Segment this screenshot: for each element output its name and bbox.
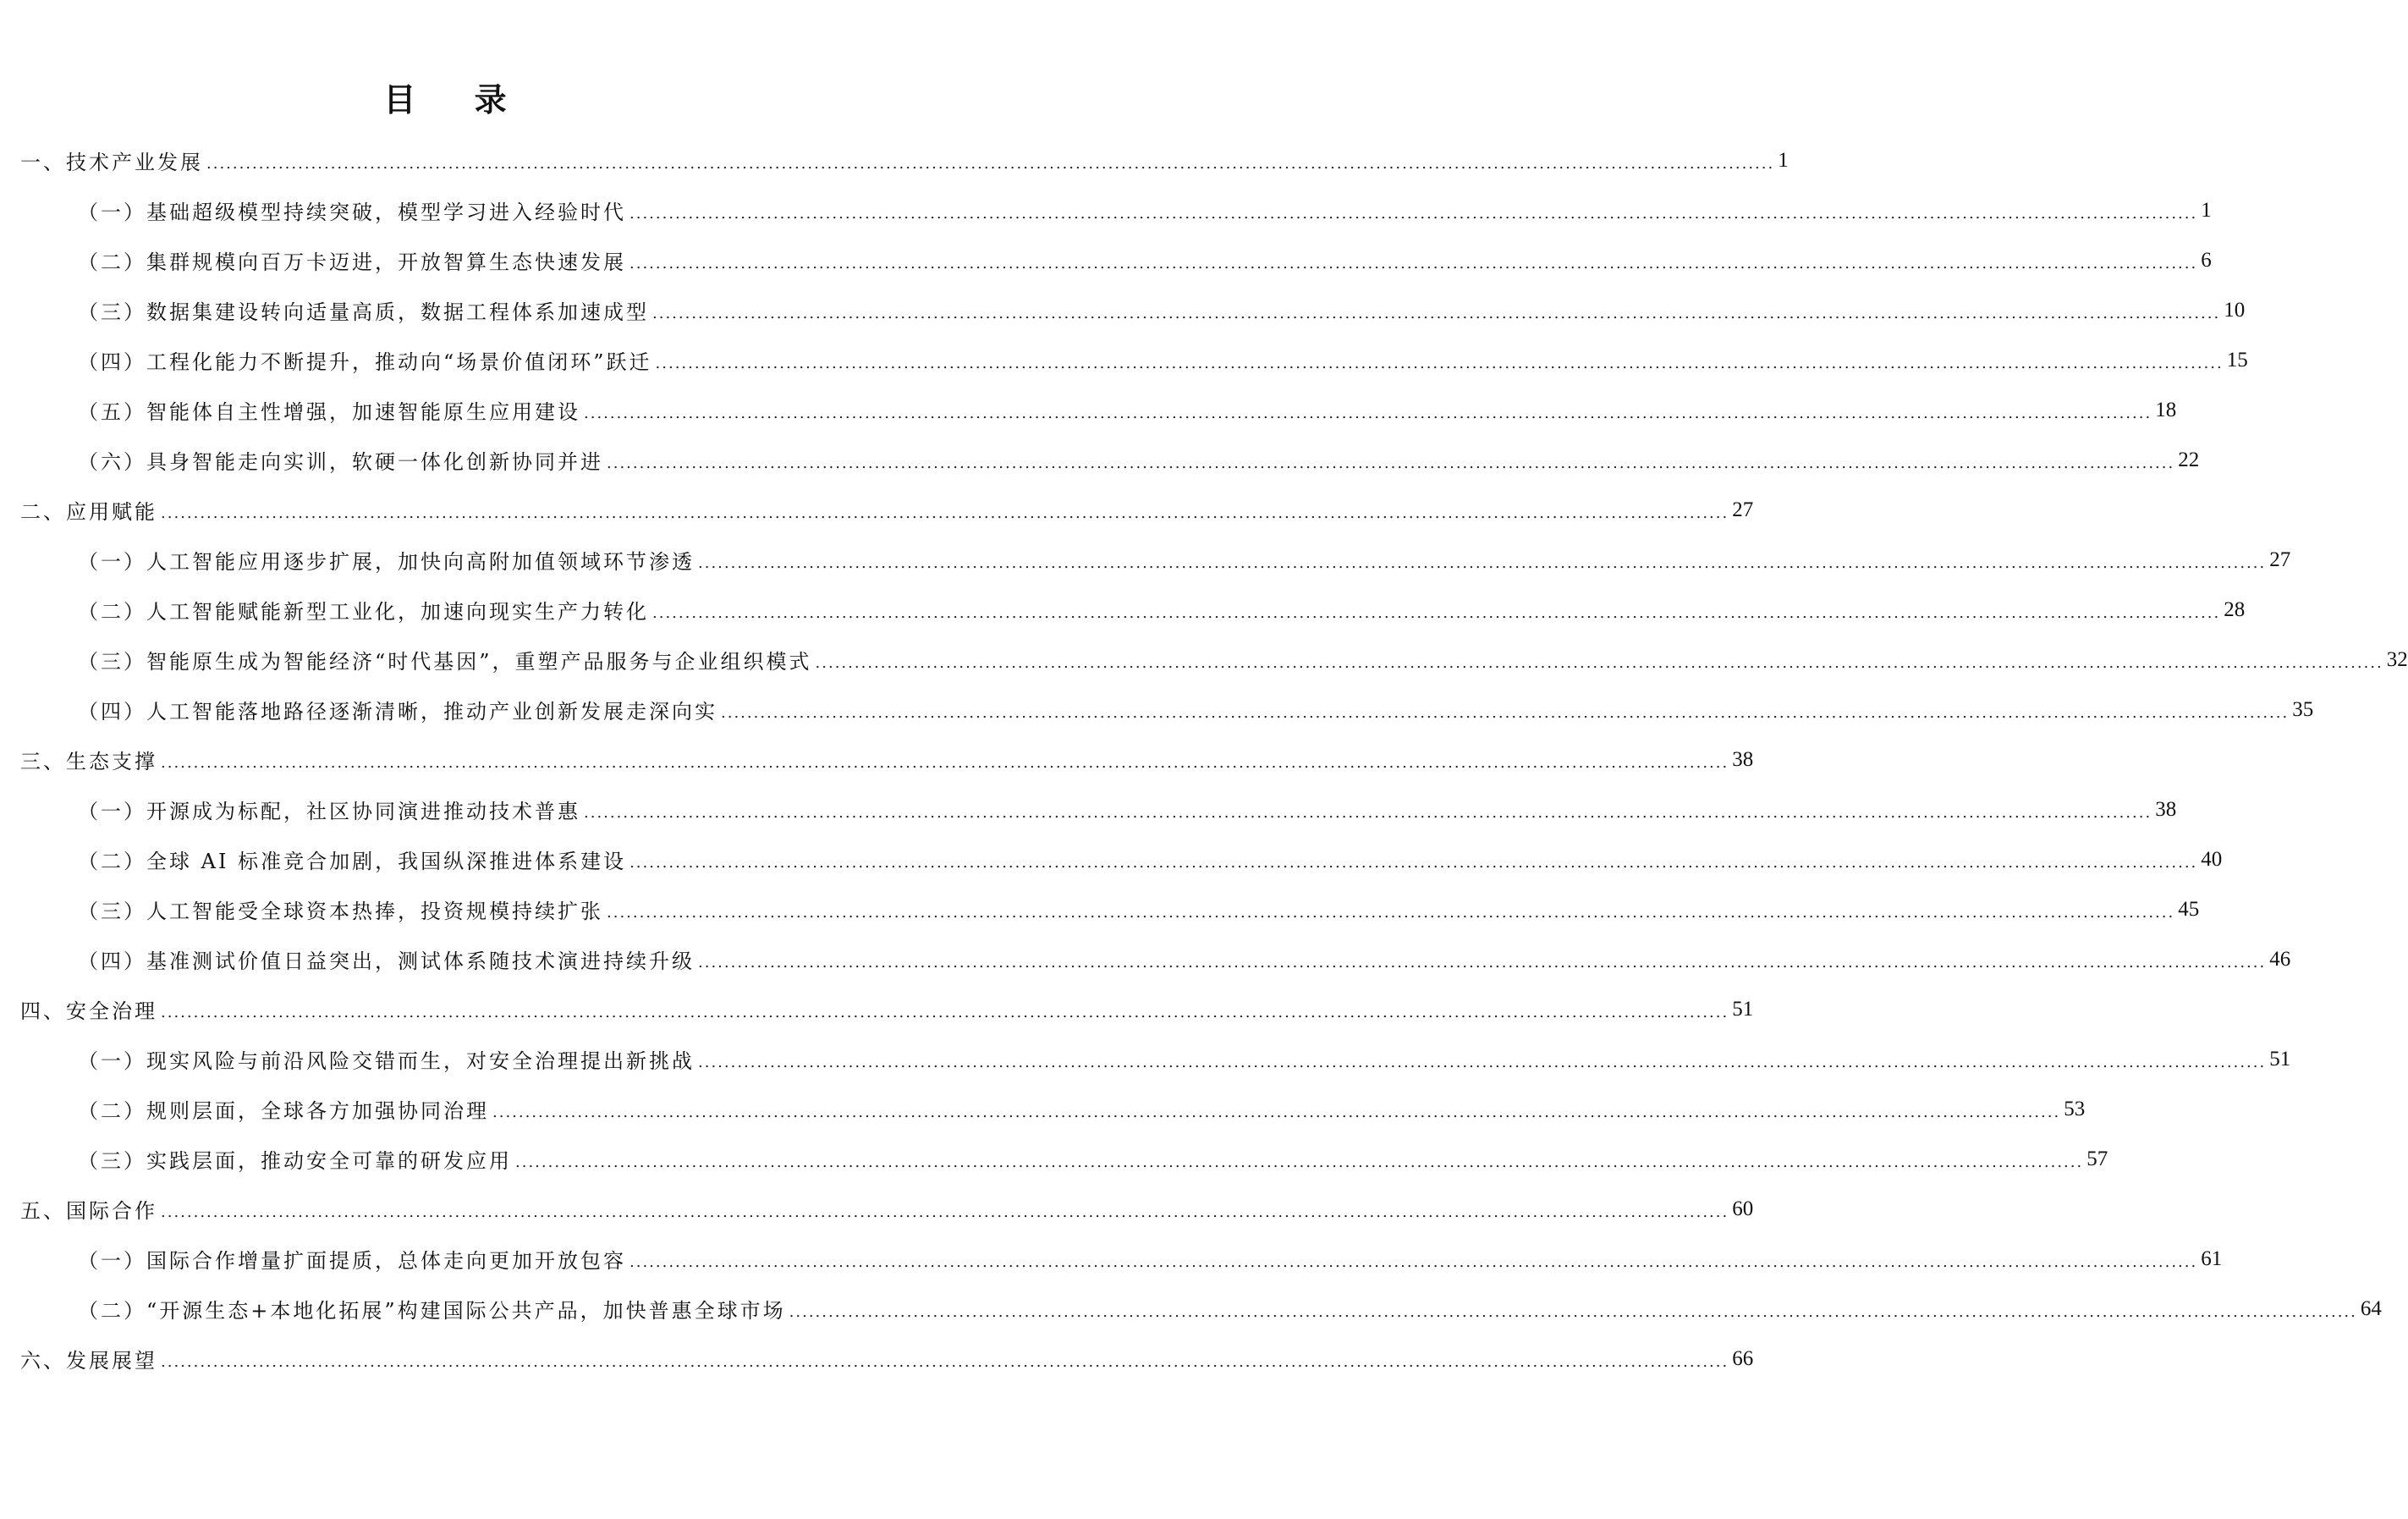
toc-entry-number: 四、 <box>20 999 66 1023</box>
toc-page-number: 60 <box>1732 1197 1754 1220</box>
toc-entry-number: （六） <box>78 450 146 474</box>
toc-dot-leader <box>789 1303 2357 1321</box>
toc-entry-number: （二） <box>78 1299 146 1323</box>
toc-entry-number: （三） <box>78 900 146 923</box>
toc-entry-title: 人工智能应用逐步扩展，加快向高附加值领域环节渗透 <box>146 550 695 574</box>
toc-entry-title: 应用赋能 <box>66 500 157 524</box>
toc-chapter-entry[interactable] <box>0 735 1754 784</box>
toc-entry-number: 三、 <box>20 750 66 773</box>
toc-page-number: 18 <box>2155 398 2177 421</box>
toc-section-entry[interactable] <box>0 535 2291 585</box>
toc-dot-leader <box>161 1203 1729 1221</box>
toc-page-number: 10 <box>2224 298 2246 322</box>
toc-entry-title: 集群规模向百万卡迈进，开放智算生态快速发展 <box>146 250 626 274</box>
toc-page-number: 15 <box>2226 348 2248 371</box>
toc-entry-number: （四） <box>78 949 146 973</box>
toc-dot-leader <box>698 954 2266 971</box>
toc-section-entry[interactable] <box>0 635 2408 685</box>
toc-dot-leader <box>607 454 2174 472</box>
toc-entry-number: （二） <box>78 600 146 624</box>
toc-page-number: 35 <box>2292 697 2314 721</box>
toc-dot-leader <box>629 205 2197 223</box>
toc-entry-number: 二、 <box>20 500 66 524</box>
toc-page-number: 27 <box>2269 548 2291 571</box>
toc-dot-leader <box>584 804 2152 822</box>
toc-entry-number: （四） <box>78 350 146 374</box>
toc-page-number: 40 <box>2201 847 2223 871</box>
toc-section-entry[interactable] <box>0 435 2200 485</box>
toc-dot-leader <box>656 355 2224 372</box>
toc-page-number: 1 <box>2201 198 2212 222</box>
toc-dot-leader <box>721 704 2289 722</box>
toc-section-entry[interactable] <box>0 1084 2086 1134</box>
toc-chapter-entry[interactable] <box>0 485 1754 535</box>
toc-section-entry[interactable] <box>0 1284 2382 1334</box>
toc-section-entry[interactable] <box>0 685 2314 735</box>
toc-entry-title: 具身智能走向实训，软硬一体化创新协同并进 <box>146 450 603 474</box>
toc-list <box>0 135 2408 1384</box>
toc-page-number: 51 <box>2269 1047 2291 1070</box>
toc-entry-title: 数据集建设转向适量高质，数据工程体系加速成型 <box>146 300 649 324</box>
toc-dot-leader <box>698 1054 2266 1071</box>
toc-entry-title: “开源生态+本地化拓展”构建国际公共产品，加快普惠全球市场 <box>146 1299 786 1323</box>
toc-section-entry[interactable] <box>0 585 2246 635</box>
toc-page-number: 27 <box>1732 498 1754 521</box>
toc-entry-title: 技术产业发展 <box>66 151 203 174</box>
toc-page-number: 61 <box>2201 1247 2223 1270</box>
toc-page-number: 66 <box>1732 1346 1754 1370</box>
toc-section-entry[interactable] <box>0 1034 2291 1084</box>
toc-page-number: 38 <box>1732 747 1754 771</box>
toc-section-entry[interactable] <box>0 385 2177 435</box>
toc-entry-number: （三） <box>78 300 146 324</box>
toc-page-number: 45 <box>2178 897 2200 921</box>
toc-page-number: 57 <box>2086 1147 2108 1170</box>
toc-chapter-entry[interactable] <box>0 984 1754 1034</box>
toc-entry-title: 基础超级模型持续突破，模型学习进入经验时代 <box>146 201 626 224</box>
toc-entry-title: 智能原生成为智能经济“时代基因”，重塑产品服务与企业组织模式 <box>146 650 812 674</box>
toc-entry-title: 智能体自主性增强，加速智能原生应用建设 <box>146 400 580 424</box>
toc-entry-number: （一） <box>78 800 146 823</box>
toc-entry-number: 六、 <box>20 1349 66 1373</box>
toc-page-number: 46 <box>2269 947 2291 971</box>
toc-entry-number: （二） <box>78 250 146 274</box>
toc-entry-title: 人工智能落地路径逐渐清晰，推动产业创新发展走深向实 <box>146 700 717 724</box>
toc-chapter-entry[interactable] <box>0 135 1789 185</box>
toc-entry-number: （一） <box>78 550 146 574</box>
toc-entry-title: 国际合作 <box>66 1199 157 1223</box>
toc-entry-title: 国际合作增量扩面提质，总体走向更加开放包容 <box>146 1249 626 1273</box>
toc-entry-title: 人工智能赋能新型工业化，加速向现实生产力转化 <box>146 600 649 624</box>
toc-section-entry[interactable] <box>0 285 2246 335</box>
toc-dot-leader <box>161 1004 1729 1021</box>
toc-entry-number: 五、 <box>20 1199 66 1223</box>
toc-entry-title: 安全治理 <box>66 999 157 1023</box>
toc-dot-leader <box>492 1103 2060 1121</box>
toc-dot-leader <box>629 854 2197 872</box>
toc-dot-leader <box>652 305 2220 322</box>
toc-dot-leader <box>629 1253 2197 1271</box>
toc-dot-leader <box>652 604 2220 622</box>
toc-entry-title: 基准测试价值日益突出，测试体系随技术演进持续升级 <box>146 949 695 973</box>
toc-section-entry[interactable] <box>0 884 2200 934</box>
toc-section-entry[interactable] <box>0 834 2223 884</box>
toc-section-entry[interactable] <box>0 335 2248 385</box>
toc-page-number: 51 <box>1732 997 1754 1021</box>
toc-section-entry[interactable] <box>0 1134 2108 1184</box>
toc-section-entry[interactable] <box>0 1234 2223 1284</box>
toc-entry-number: （二） <box>78 850 146 873</box>
toc-entry-number: 一、 <box>20 151 66 174</box>
toc-entry-title: 生态支撑 <box>66 750 157 773</box>
toc-dot-leader <box>584 405 2152 422</box>
toc-entry-number: （三） <box>78 1149 146 1173</box>
toc-entry-title: 现实风险与前沿风险交错而生，对安全治理提出新挑战 <box>146 1049 695 1073</box>
toc-page-number: 38 <box>2155 797 2177 821</box>
toc-page-number: 32 <box>2386 647 2408 671</box>
toc-entry-title: 开源成为标配，社区协同演进推动技术普惠 <box>146 800 580 823</box>
toc-page-number: 22 <box>2178 448 2200 471</box>
toc-dot-leader <box>161 504 1729 522</box>
toc-chapter-entry[interactable] <box>0 1184 1754 1234</box>
toc-entry-number: （二） <box>78 1099 146 1123</box>
toc-page-number: 1 <box>1778 148 1789 172</box>
toc-dot-leader <box>161 1353 1729 1371</box>
toc-entry-title: 工程化能力不断提升，推动向“场景价值闭环”跃迁 <box>146 350 652 374</box>
toc-dot-leader <box>515 1153 2083 1171</box>
toc-page-number: 64 <box>2360 1296 2382 1320</box>
toc-entry-number: （四） <box>78 700 146 724</box>
toc-dot-leader <box>629 255 2197 272</box>
page-title: 目 录 <box>383 81 531 118</box>
toc-dot-leader <box>206 155 1774 173</box>
toc-entry-number: （三） <box>78 650 146 674</box>
toc-dot-leader <box>161 754 1729 772</box>
toc-section-entry[interactable] <box>0 185 2212 235</box>
toc-page-number: 6 <box>2201 248 2212 272</box>
toc-entry-number: （一） <box>78 201 146 224</box>
toc-section-entry[interactable] <box>0 934 2291 984</box>
toc-chapter-entry[interactable] <box>0 1334 1754 1384</box>
toc-entry-number: （一） <box>78 1249 146 1273</box>
toc-section-entry[interactable] <box>0 235 2212 285</box>
toc-section-entry[interactable] <box>0 784 2177 834</box>
toc-entry-number: （五） <box>78 400 146 424</box>
toc-entry-title: 人工智能受全球资本热捧，投资规模持续扩张 <box>146 900 603 923</box>
toc-entry-title: 规则层面，全球各方加强协同治理 <box>146 1099 489 1123</box>
toc-entry-title: 全球 AI 标准竞合加剧，我国纵深推进体系建设 <box>146 850 627 873</box>
toc-dot-leader <box>607 904 2174 922</box>
toc-entry-title: 发展展望 <box>66 1349 157 1373</box>
toc-entry-title: 实践层面，推动安全可靠的研发应用 <box>146 1149 512 1173</box>
toc-entry-number: （一） <box>78 1049 146 1073</box>
toc-page-number: 53 <box>2064 1097 2086 1120</box>
toc-dot-leader <box>698 554 2266 572</box>
toc-dot-leader <box>816 654 2383 672</box>
toc-page-number: 28 <box>2224 597 2246 621</box>
